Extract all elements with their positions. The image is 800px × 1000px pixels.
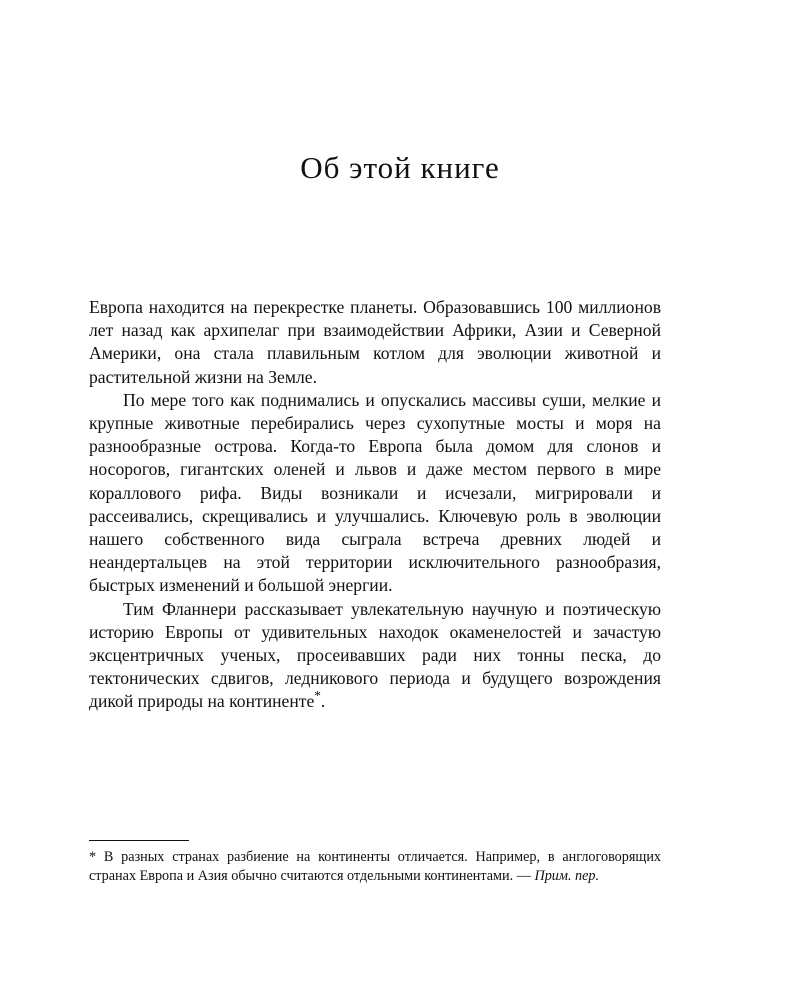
paragraph-2: По мере того как поднимались и опускались массивы суши, мелкие и крупные животные перебирались через сухопутные мосты и моря на разнообразные острова. Когда-то Европа была домом для слонов и носорогов, гигантских оленей и львов и даже местом первого в мире кораллового рифа. Виды возникали и исчезали, мигрировали и рассеивались, скрещивались и улучшались. Ключевую роль в эволюции нашего собственного вида сыграла встреча древних людей и неандертальцев на этой территории исключительного разнообразия, быстрых изменений и большой энергии. bbox=[89, 389, 661, 596]
paragraph-1: Европа находится на перекрестке планеты. Образовавшись 100 миллионов лет назад как архипелаг при взаимодействии Африки, Азии и Северной Америки, она стала плавильным котлом для эволюции животной и растительной жизни на Земле. bbox=[89, 297, 661, 387]
footnote-marker: * bbox=[89, 849, 97, 865]
paragraph-3-text: Тим Фланнери рассказывает увлекательную научную и поэтическую историю Европы от удивительных находок окаменелостей и зачастую эксцентричных ученых, просеивавших ради них тонны песка, до тектонических сдвигов, ледникового периода и будущего возрождения дикой природы на континенте bbox=[89, 598, 661, 712]
footnote bbox=[89, 848, 661, 885]
footnote-note-author: Прим. пер. bbox=[534, 867, 600, 884]
footnote-body: В разных странах разбиение на континенты отличается. Например, в англоговорящих странах Европа и Азия обычно считаются отдельными континентами. — bbox=[89, 849, 662, 884]
paragraph-3 bbox=[89, 598, 661, 714]
footnote-text bbox=[89, 848, 661, 885]
paragraph-3-end: . bbox=[320, 691, 326, 712]
footnote-divider bbox=[89, 840, 189, 841]
page-title: Об этой книге bbox=[300, 150, 500, 185]
body-text bbox=[89, 296, 661, 714]
footnote-reference[interactable]: * bbox=[314, 688, 321, 704]
